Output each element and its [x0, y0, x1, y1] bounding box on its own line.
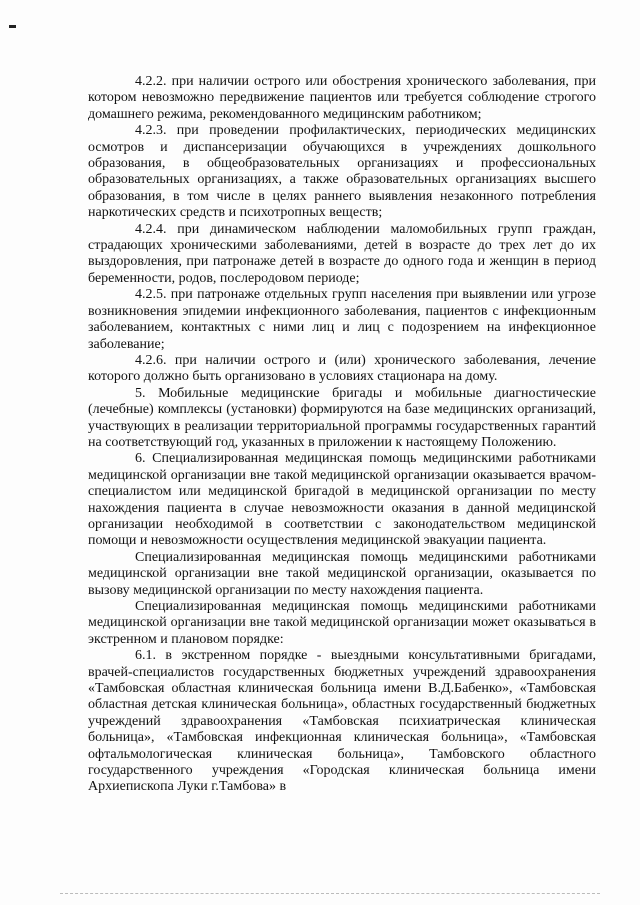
- paragraph-4-2-6: 4.2.6. при наличии острого и (или) хронического заболевания, лечение которого должно быть организовано в условиях стационара на дому.: [88, 352, 596, 385]
- paragraph-4-2-4: 4.2.4. при динамическом наблюдении маломобильных групп граждан, страдающих хроническими заболеваниями, детей в возрасте до трех лет до их выздоровления, при патронаже детей в возрасте до одного года и женщин в период беременности, родов, послеродовом периоде;: [88, 221, 596, 286]
- paragraph-4-2-3: 4.2.3. при проведении профилактических, периодических медицинских осмотров и диспансеризации обучающихся в учреждениях дошкольного образования, в общеобразовательных организациях и профессиональных образовательных организациях, а также образовательных организациях высшего образования, в том числе в целях раннего выявления незаконного потребления наркотических средств и психотропных веществ;: [88, 123, 596, 221]
- document-body: [88, 74, 596, 796]
- paragraph-6-note-1: Специализированная медицинская помощь медицинскими работниками медицинской организации вне такой медицинской организации, оказывается по вызову медицинской организации по месту нахождения пациента.: [88, 549, 596, 598]
- scan-mark: [9, 25, 16, 28]
- paragraph-5: 5. Мобильные медицинские бригады и мобильные диагностические (лечебные) комплексы (установки) формируются на базе медицинских организаций, участвующих в реализации территориальной программы государственных гарантий на соответствующий год, указанных в приложении к настоящему Положению.: [88, 385, 596, 450]
- paragraph-6-note-2: Специализированная медицинская помощь медицинскими работниками медицинской организации вне такой медицинской организации может оказываться в экстренном и плановом порядке:: [88, 599, 596, 647]
- paragraph-4-2-2: 4.2.2. при наличии острого или обострения хронического заболевания, при котором невозможно передвижение пациентов или требуется соблюдение строгого домашнего режима, рекомендованного медицинским работником;: [88, 74, 596, 122]
- paragraph-6-1: 6.1. в экстренном порядке - выездными консультативными бригадами, врачей-специалистов государственных бюджетных учреждений здравоохранения «Тамбовская областная клиническая больница имени В.Д.Бабенко», «Тамбовская областная детская клиническая больница», областных государственный бюджетных учреждений здравоохранения «Тамбовская психиатрическая клиническая больница», «Тамбовская инфекционная клиническая больница», «Тамбовская офтальмологическая клиническая больница», Тамбовского областного государственного учреждения «Городская клиническая больница имени Архиепископа Луки г.Тамбова» в: [88, 648, 596, 795]
- paragraph-4-2-5: 4.2.5. при патронаже отдельных групп населения при выявлении или угрозе возникновения эпидемии инфекционного заболевания, пациентов с инфекционным заболеванием, контактных с ними лиц и лиц с подозрением на инфекционное заболевание;: [88, 287, 596, 352]
- bottom-scan-edge: [60, 893, 600, 894]
- paragraph-6: 6. Специализированная медицинская помощь медицинскими работниками медицинской организации вне такой медицинской организации оказывается врачом-специалистом или медицинской бригадой в медицинской организации по месту нахождения пациента в случае невозможности оказания в данной медицинской организации необходимой в соответствии с законодательством медицинской помощи и невозможности осуществления медицинской эвакуации пациента.: [88, 451, 596, 549]
